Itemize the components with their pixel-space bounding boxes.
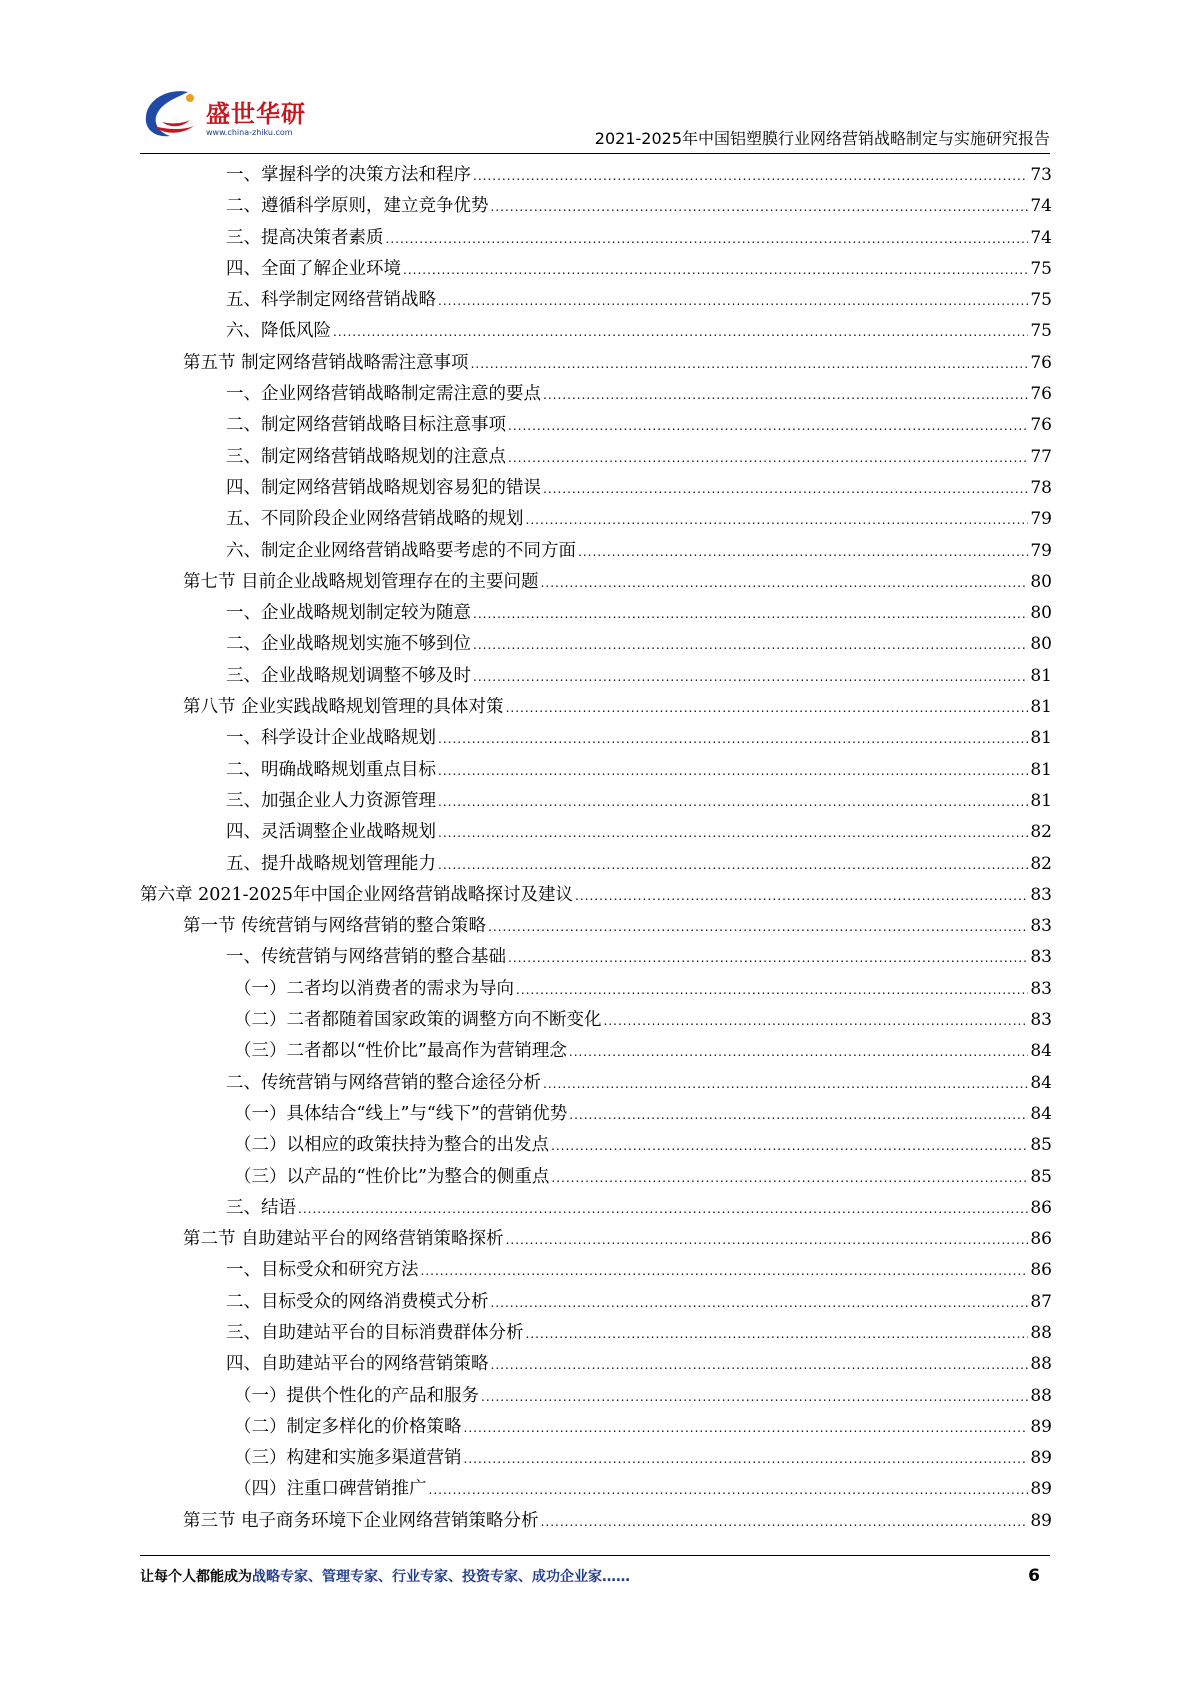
toc-entry-label: 二、遵循科学原则，建立竞争优势 (226, 196, 489, 217)
toc-leader-dots (298, 1194, 1028, 1225)
footer-slogan-highlight: 战略专家、管理专家、行业专家、投资专家、成功企业家…… (252, 1569, 630, 1585)
toc-entry[interactable] (140, 567, 1052, 598)
toc-entry-page: 86 (1030, 1229, 1052, 1250)
toc-entry-page: 89 (1030, 1510, 1052, 1531)
toc-entry[interactable] (140, 849, 1052, 880)
toc-leader-dots (421, 1256, 1029, 1287)
toc-entry-page: 85 (1030, 1135, 1052, 1156)
toc-entry-page: 79 (1030, 509, 1052, 530)
toc-entry-label: 一、传统营销与网络营销的整合基础 (226, 947, 506, 968)
toc-entry-label: 五、科学制定网络营销战略 (226, 290, 436, 311)
toc-leader-dots (386, 224, 1029, 255)
toc-entry-label: （一）具体结合“线上”与“线下”的营销优势 (234, 1103, 568, 1124)
toc-leader-dots (481, 1382, 1028, 1413)
page-number: 6 (1028, 1566, 1040, 1586)
toc-entry[interactable] (140, 1193, 1052, 1224)
toc-entry[interactable] (140, 379, 1052, 410)
toc-leader-dots (438, 724, 1028, 755)
toc-leader-dots (438, 286, 1028, 317)
toc-entry-page: 89 (1030, 1479, 1052, 1500)
toc-leader-dots (473, 662, 1028, 693)
toc-entry[interactable] (140, 410, 1052, 441)
toc-entry-label: 第八节 企业实践战略规划管理的具体对策 (183, 697, 504, 718)
toc-leader-dots (464, 1444, 1029, 1475)
toc-entry-label: 三、结语 (226, 1197, 296, 1218)
toc-entry-page: 85 (1030, 1166, 1052, 1187)
toc-leader-dots (541, 1507, 1029, 1538)
table-of-contents (140, 160, 1052, 1537)
toc-entry-label: 三、自助建站平台的目标消费群体分析 (226, 1322, 524, 1343)
toc-leader-dots (551, 1163, 1028, 1194)
toc-entry-label: 三、制定网络营销战略规划的注意点 (226, 446, 506, 467)
toc-entry-label: 四、灵活调整企业战略规划 (226, 822, 436, 843)
toc-entry[interactable] (140, 1130, 1052, 1161)
footer-divider (140, 1555, 1050, 1556)
toc-leader-dots (551, 1131, 1028, 1162)
toc-entry[interactable] (140, 598, 1052, 629)
toc-entry-label: 一、企业战略规划制定较为随意 (226, 603, 471, 624)
toc-entry[interactable] (140, 473, 1052, 504)
toc-entry[interactable] (140, 911, 1052, 942)
toc-entry-label: 二、传统营销与网络营销的整合途径分析 (226, 1072, 541, 1093)
toc-leader-dots (491, 192, 1029, 223)
toc-entry-label: 三、企业战略规划调整不够及时 (226, 665, 471, 686)
toc-leader-dots (429, 1475, 1029, 1506)
toc-entry-page: 82 (1030, 853, 1052, 874)
company-logo (140, 86, 306, 146)
toc-entry-page: 86 (1030, 1260, 1052, 1281)
toc-leader-dots (506, 693, 1029, 724)
toc-entry-label: （三）构建和实施多渠道营销 (234, 1448, 462, 1469)
toc-entry-page: 81 (1030, 728, 1052, 749)
toc-entry-label: 二、目标受众的网络消费模式分析 (226, 1291, 489, 1312)
report-title: 2021-2025年中国铝塑膜行业网络营销战略制定与实施研究报告 (594, 129, 1050, 148)
toc-leader-dots (473, 599, 1028, 630)
logo-swoosh-icon (140, 86, 202, 146)
toc-leader-dots (491, 1288, 1029, 1319)
toc-leader-dots (488, 912, 1028, 943)
toc-leader-dots (506, 1225, 1029, 1256)
toc-entry[interactable] (140, 1255, 1052, 1286)
toc-entry-page: 83 (1030, 916, 1052, 937)
toc-entry-page: 81 (1030, 790, 1052, 811)
toc-entry[interactable] (140, 1506, 1052, 1537)
toc-entry-label: 第五节 制定网络营销战略需注意事项 (183, 352, 469, 373)
toc-entry[interactable] (140, 755, 1052, 786)
toc-entry[interactable] (140, 1412, 1052, 1443)
toc-entry-page: 82 (1030, 822, 1052, 843)
toc-entry-page: 83 (1030, 978, 1052, 999)
toc-entry-page: 80 (1030, 634, 1052, 655)
toc-entry-page: 81 (1030, 665, 1052, 686)
toc-entry[interactable] (140, 661, 1052, 692)
toc-entry[interactable] (140, 348, 1052, 379)
toc-entry[interactable] (140, 504, 1052, 535)
toc-entry-label: （二）制定多样化的价格策略 (234, 1416, 462, 1437)
toc-entry-page: 83 (1030, 947, 1052, 968)
toc-entry-label: 第一节 传统营销与网络营销的整合策略 (183, 916, 487, 937)
toc-entry-label: 一、掌握科学的决策方法和程序 (226, 165, 471, 185)
toc-entry-page: 73 (1030, 165, 1052, 185)
toc-entry-label: 五、提升战略规划管理能力 (226, 853, 436, 874)
toc-entry-label: 一、目标受众和研究方法 (226, 1260, 419, 1281)
toc-entry[interactable] (140, 536, 1052, 567)
toc-entry[interactable] (140, 880, 1052, 911)
toc-entry-page: 89 (1030, 1416, 1052, 1437)
toc-entry-label: （三）二者都以“性价比”最高作为营销理念 (234, 1041, 567, 1062)
toc-entry-page: 81 (1030, 759, 1052, 780)
toc-leader-dots (508, 411, 1028, 442)
toc-entry[interactable] (140, 629, 1052, 660)
toc-entry-page: 76 (1030, 352, 1052, 373)
toc-leader-dots (403, 255, 1028, 286)
toc-entry-label: 六、降低风险 (226, 321, 331, 342)
toc-leader-dots (604, 1006, 1029, 1037)
toc-entry[interactable] (140, 1443, 1052, 1474)
toc-entry-page: 80 (1030, 571, 1052, 592)
toc-entry-label: （二）二者都随着国家政策的调整方向不断变化 (234, 1010, 602, 1031)
toc-entry-label: （三）以产品的“性价比”为整合的侧重点 (234, 1166, 550, 1187)
header-divider (140, 153, 1050, 154)
toc-leader-dots (333, 317, 1028, 348)
toc-entry-label: 三、加强企业人力资源管理 (226, 790, 436, 811)
toc-leader-dots (543, 474, 1028, 505)
toc-entry-label: （一）提供个性化的产品和服务 (234, 1385, 479, 1406)
toc-entry-label: 一、科学设计企业战略规划 (226, 728, 436, 749)
toc-entry-label: 第三节 电子商务环境下企业网络营销策略分析 (183, 1510, 539, 1531)
toc-entry-page: 74 (1030, 196, 1052, 217)
toc-entry-page: 81 (1030, 697, 1052, 718)
toc-entry-label: 一、企业网络营销战略制定需注意的要点 (226, 384, 541, 405)
toc-leader-dots (473, 630, 1028, 661)
toc-entry[interactable] (140, 1224, 1052, 1255)
toc-entry[interactable] (140, 1036, 1052, 1067)
toc-entry[interactable] (140, 817, 1052, 848)
toc-entry[interactable] (140, 786, 1052, 817)
toc-entry[interactable] (140, 316, 1052, 347)
toc-entry[interactable] (140, 1474, 1052, 1505)
toc-entry-label: 四、自助建站平台的网络营销策略 (226, 1354, 489, 1375)
toc-entry[interactable] (140, 254, 1052, 285)
toc-entry[interactable] (140, 1287, 1052, 1318)
toc-entry-page: 80 (1030, 603, 1052, 624)
toc-entry-page: 77 (1030, 446, 1052, 467)
toc-leader-dots (578, 537, 1028, 568)
toc-entry-page: 83 (1030, 884, 1052, 905)
toc-leader-dots (508, 943, 1028, 974)
toc-entry-page: 84 (1030, 1103, 1052, 1124)
toc-entry-page: 74 (1030, 227, 1052, 248)
toc-leader-dots (491, 1350, 1029, 1381)
toc-entry-label: 第二节 自助建站平台的网络营销策略探析 (183, 1229, 504, 1250)
toc-entry-page: 75 (1030, 290, 1052, 311)
toc-leader-dots (569, 1037, 1028, 1068)
toc-leader-dots (543, 1069, 1028, 1100)
logo-name: 盛世华研 (206, 100, 306, 128)
toc-leader-dots (516, 975, 1028, 1006)
toc-entry-label: 三、提高决策者素质 (226, 227, 384, 248)
toc-entry-label: 六、制定企业网络营销战略要考虑的不同方面 (226, 540, 576, 561)
toc-entry-page: 83 (1030, 1010, 1052, 1031)
toc-entry-page: 75 (1030, 321, 1052, 342)
toc-leader-dots (438, 787, 1028, 818)
toc-entry-label: 二、制定网络营销战略目标注意事项 (226, 415, 506, 436)
toc-entry-page: 86 (1030, 1197, 1052, 1218)
toc-entry-page: 75 (1030, 258, 1052, 279)
toc-entry-label: 五、不同阶段企业网络营销战略的规划 (226, 509, 524, 530)
toc-entry[interactable] (140, 974, 1052, 1005)
toc-entry-page: 76 (1030, 384, 1052, 405)
toc-leader-dots (473, 161, 1028, 192)
toc-entry-page: 78 (1030, 477, 1052, 498)
toc-leader-dots (508, 443, 1028, 474)
toc-entry-page: 87 (1030, 1291, 1052, 1312)
toc-leader-dots (464, 1413, 1029, 1444)
toc-entry[interactable] (140, 191, 1052, 222)
toc-leader-dots (543, 380, 1028, 411)
toc-entry-label: 第六章 2021-2025年中国企业网络营销战略探讨及建议 (140, 884, 574, 905)
toc-entry-page: 76 (1030, 415, 1052, 436)
toc-leader-dots (541, 568, 1029, 599)
logo-url: www.china-zhiku.com (206, 128, 293, 137)
toc-leader-dots (471, 349, 1029, 380)
page-footer (140, 1566, 1050, 1590)
toc-entry-label: （四）注重口碑营销推广 (234, 1479, 427, 1500)
toc-entry[interactable] (140, 1381, 1052, 1412)
toc-entry[interactable] (140, 442, 1052, 473)
toc-leader-dots (438, 850, 1028, 881)
toc-leader-dots (569, 1100, 1028, 1131)
toc-entry[interactable] (140, 723, 1052, 754)
toc-entry-label: （二）以相应的政策扶持为整合的出发点 (234, 1135, 549, 1156)
toc-entry-label: （一）二者均以消费者的需求为导向 (234, 978, 514, 999)
toc-leader-dots (575, 881, 1028, 912)
toc-entry[interactable] (140, 1099, 1052, 1130)
toc-entry[interactable] (140, 1005, 1052, 1036)
toc-leader-dots (526, 505, 1029, 536)
toc-entry-page: 79 (1030, 540, 1052, 561)
toc-entry[interactable] (140, 1068, 1052, 1099)
toc-entry[interactable] (140, 1349, 1052, 1380)
toc-entry[interactable] (140, 1162, 1052, 1193)
toc-leader-dots (438, 756, 1028, 787)
footer-slogan-prefix: 让每个人都能成为 (140, 1569, 252, 1585)
toc-leader-dots (526, 1319, 1029, 1350)
toc-leader-dots (438, 818, 1028, 849)
toc-entry-label: 四、制定网络营销战略规划容易犯的错误 (226, 477, 541, 498)
page-header (140, 78, 1050, 150)
toc-entry[interactable] (140, 285, 1052, 316)
toc-entry-label: 二、企业战略规划实施不够到位 (226, 634, 471, 655)
toc-entry[interactable] (140, 692, 1052, 723)
toc-entry[interactable] (140, 1318, 1052, 1349)
toc-entry[interactable] (140, 942, 1052, 973)
toc-entry-page: 88 (1030, 1385, 1052, 1406)
toc-entry-label: 二、明确战略规划重点目标 (226, 759, 436, 780)
toc-entry-label: 四、全面了解企业环境 (226, 258, 401, 279)
toc-entry-page: 88 (1030, 1322, 1052, 1343)
toc-entry[interactable] (140, 160, 1052, 191)
toc-entry-page: 88 (1030, 1354, 1052, 1375)
toc-entry-page: 84 (1030, 1072, 1052, 1093)
toc-entry[interactable] (140, 223, 1052, 254)
toc-entry-page: 84 (1030, 1041, 1052, 1062)
toc-entry-page: 89 (1030, 1448, 1052, 1469)
toc-entry-label: 第七节 目前企业战略规划管理存在的主要问题 (183, 571, 539, 592)
